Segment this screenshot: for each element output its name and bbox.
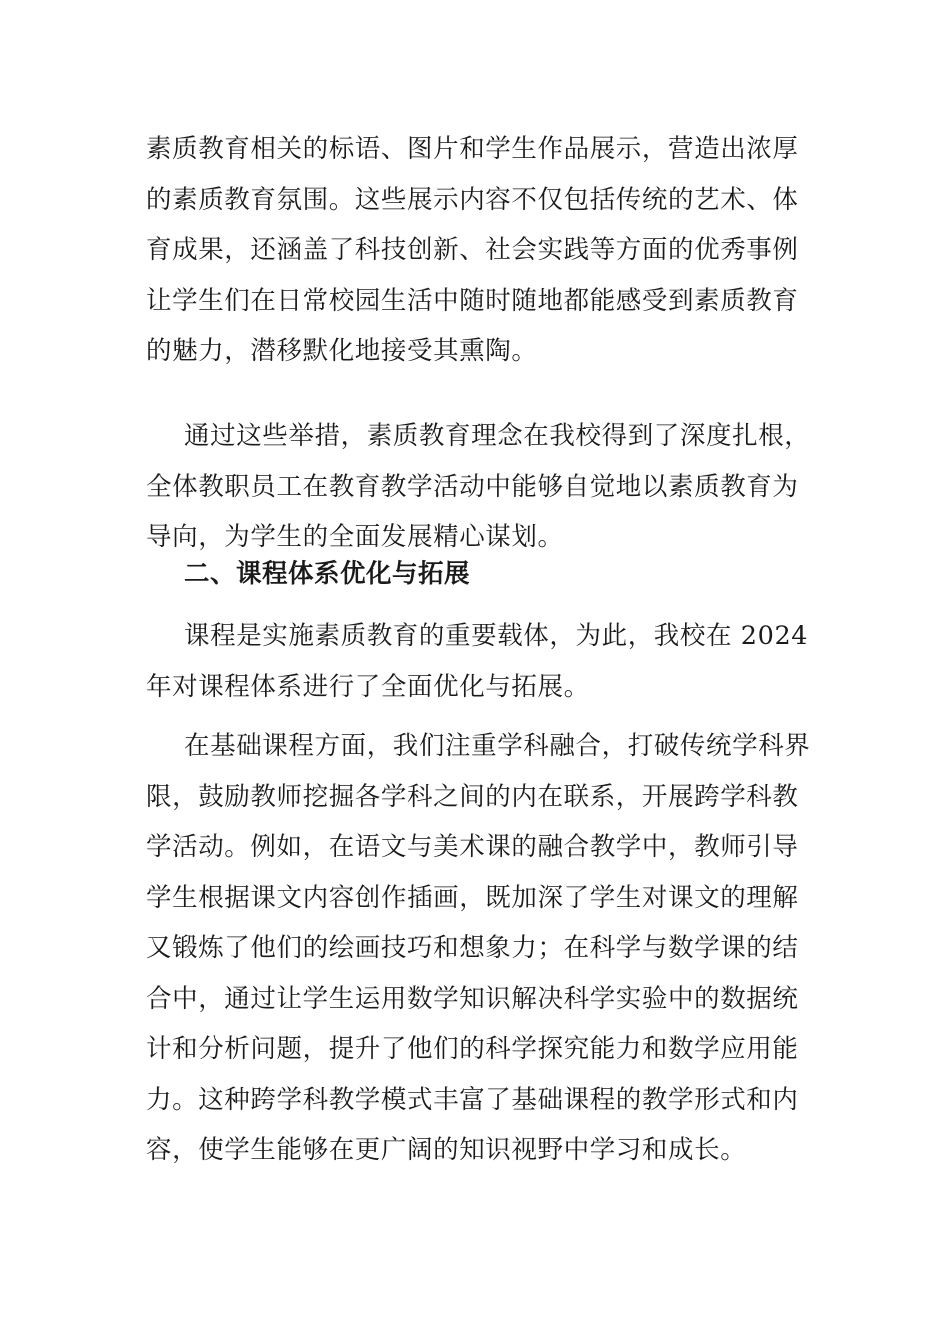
paragraph-curriculum-intro xyxy=(146,611,810,712)
text-line: 容，使学生能够在更广阔的知识视野中学习和成长。 xyxy=(146,1135,747,1165)
text-line: 让学生们在日常校园生活中随时随地都能感受到素质教育 xyxy=(146,285,799,316)
text-line: 的素质教育氛围。这些展示内容不仅包括传统的艺术、体 xyxy=(146,184,799,215)
paragraph-quality-atmosphere xyxy=(146,124,810,377)
text-line: 计和分析问题，提升了他们的科学探究能力和数学应用能 xyxy=(146,1034,799,1064)
text-line: 导向，为学生的全面发展精心谋划。 xyxy=(146,522,564,552)
text-line: 学活动。例如，在语文与美术课的融合教学中，教师引导 xyxy=(146,832,799,862)
text-line: 育成果，还涵盖了科技创新、社会实践等方面的优秀事例 xyxy=(146,235,799,265)
text-line: 课程是实施素质教育的重要载体，为此，我校在 2024 xyxy=(184,621,809,651)
text-line: 限，鼓励教师挖掘各学科之间的内在联系，开展跨学科教 xyxy=(146,781,799,812)
text-line: 的魅力，潜移默化地接受其熏陶。 xyxy=(146,336,538,366)
text-line: 全体教职员工在教育教学活动中能够自觉地以素质教育为 xyxy=(146,471,799,502)
text-line: 在基础课程方面，我们注重学科融合，打破传统学科界 xyxy=(184,731,811,761)
paragraph-measures-summary xyxy=(146,411,810,563)
text-line: 力。这种跨学科教学模式丰富了基础课程的教学形式和内 xyxy=(146,1084,799,1115)
section-heading: 二、课程体系优化与拓展 xyxy=(184,559,471,589)
paragraph-basic-curriculum xyxy=(146,721,810,1176)
text-line: 素质教育相关的标语、图片和学生作品展示，营造出浓厚 xyxy=(146,134,799,164)
text-line: 学生根据课文内容创作插画，既加深了学生对课文的理解 xyxy=(146,882,799,913)
text-line: 又锻炼了他们的绘画技巧和想象力；在科学与数学课的结 xyxy=(146,933,799,963)
text-line: 通过这些举措，素质教育理念在我校得到了深度扎根， xyxy=(184,421,811,451)
text-line: 合中，通过让学生运用数学知识解决科学实验中的数据统 xyxy=(146,983,799,1014)
text-line: 年对课程体系进行了全面优化与拓展。 xyxy=(146,671,590,702)
